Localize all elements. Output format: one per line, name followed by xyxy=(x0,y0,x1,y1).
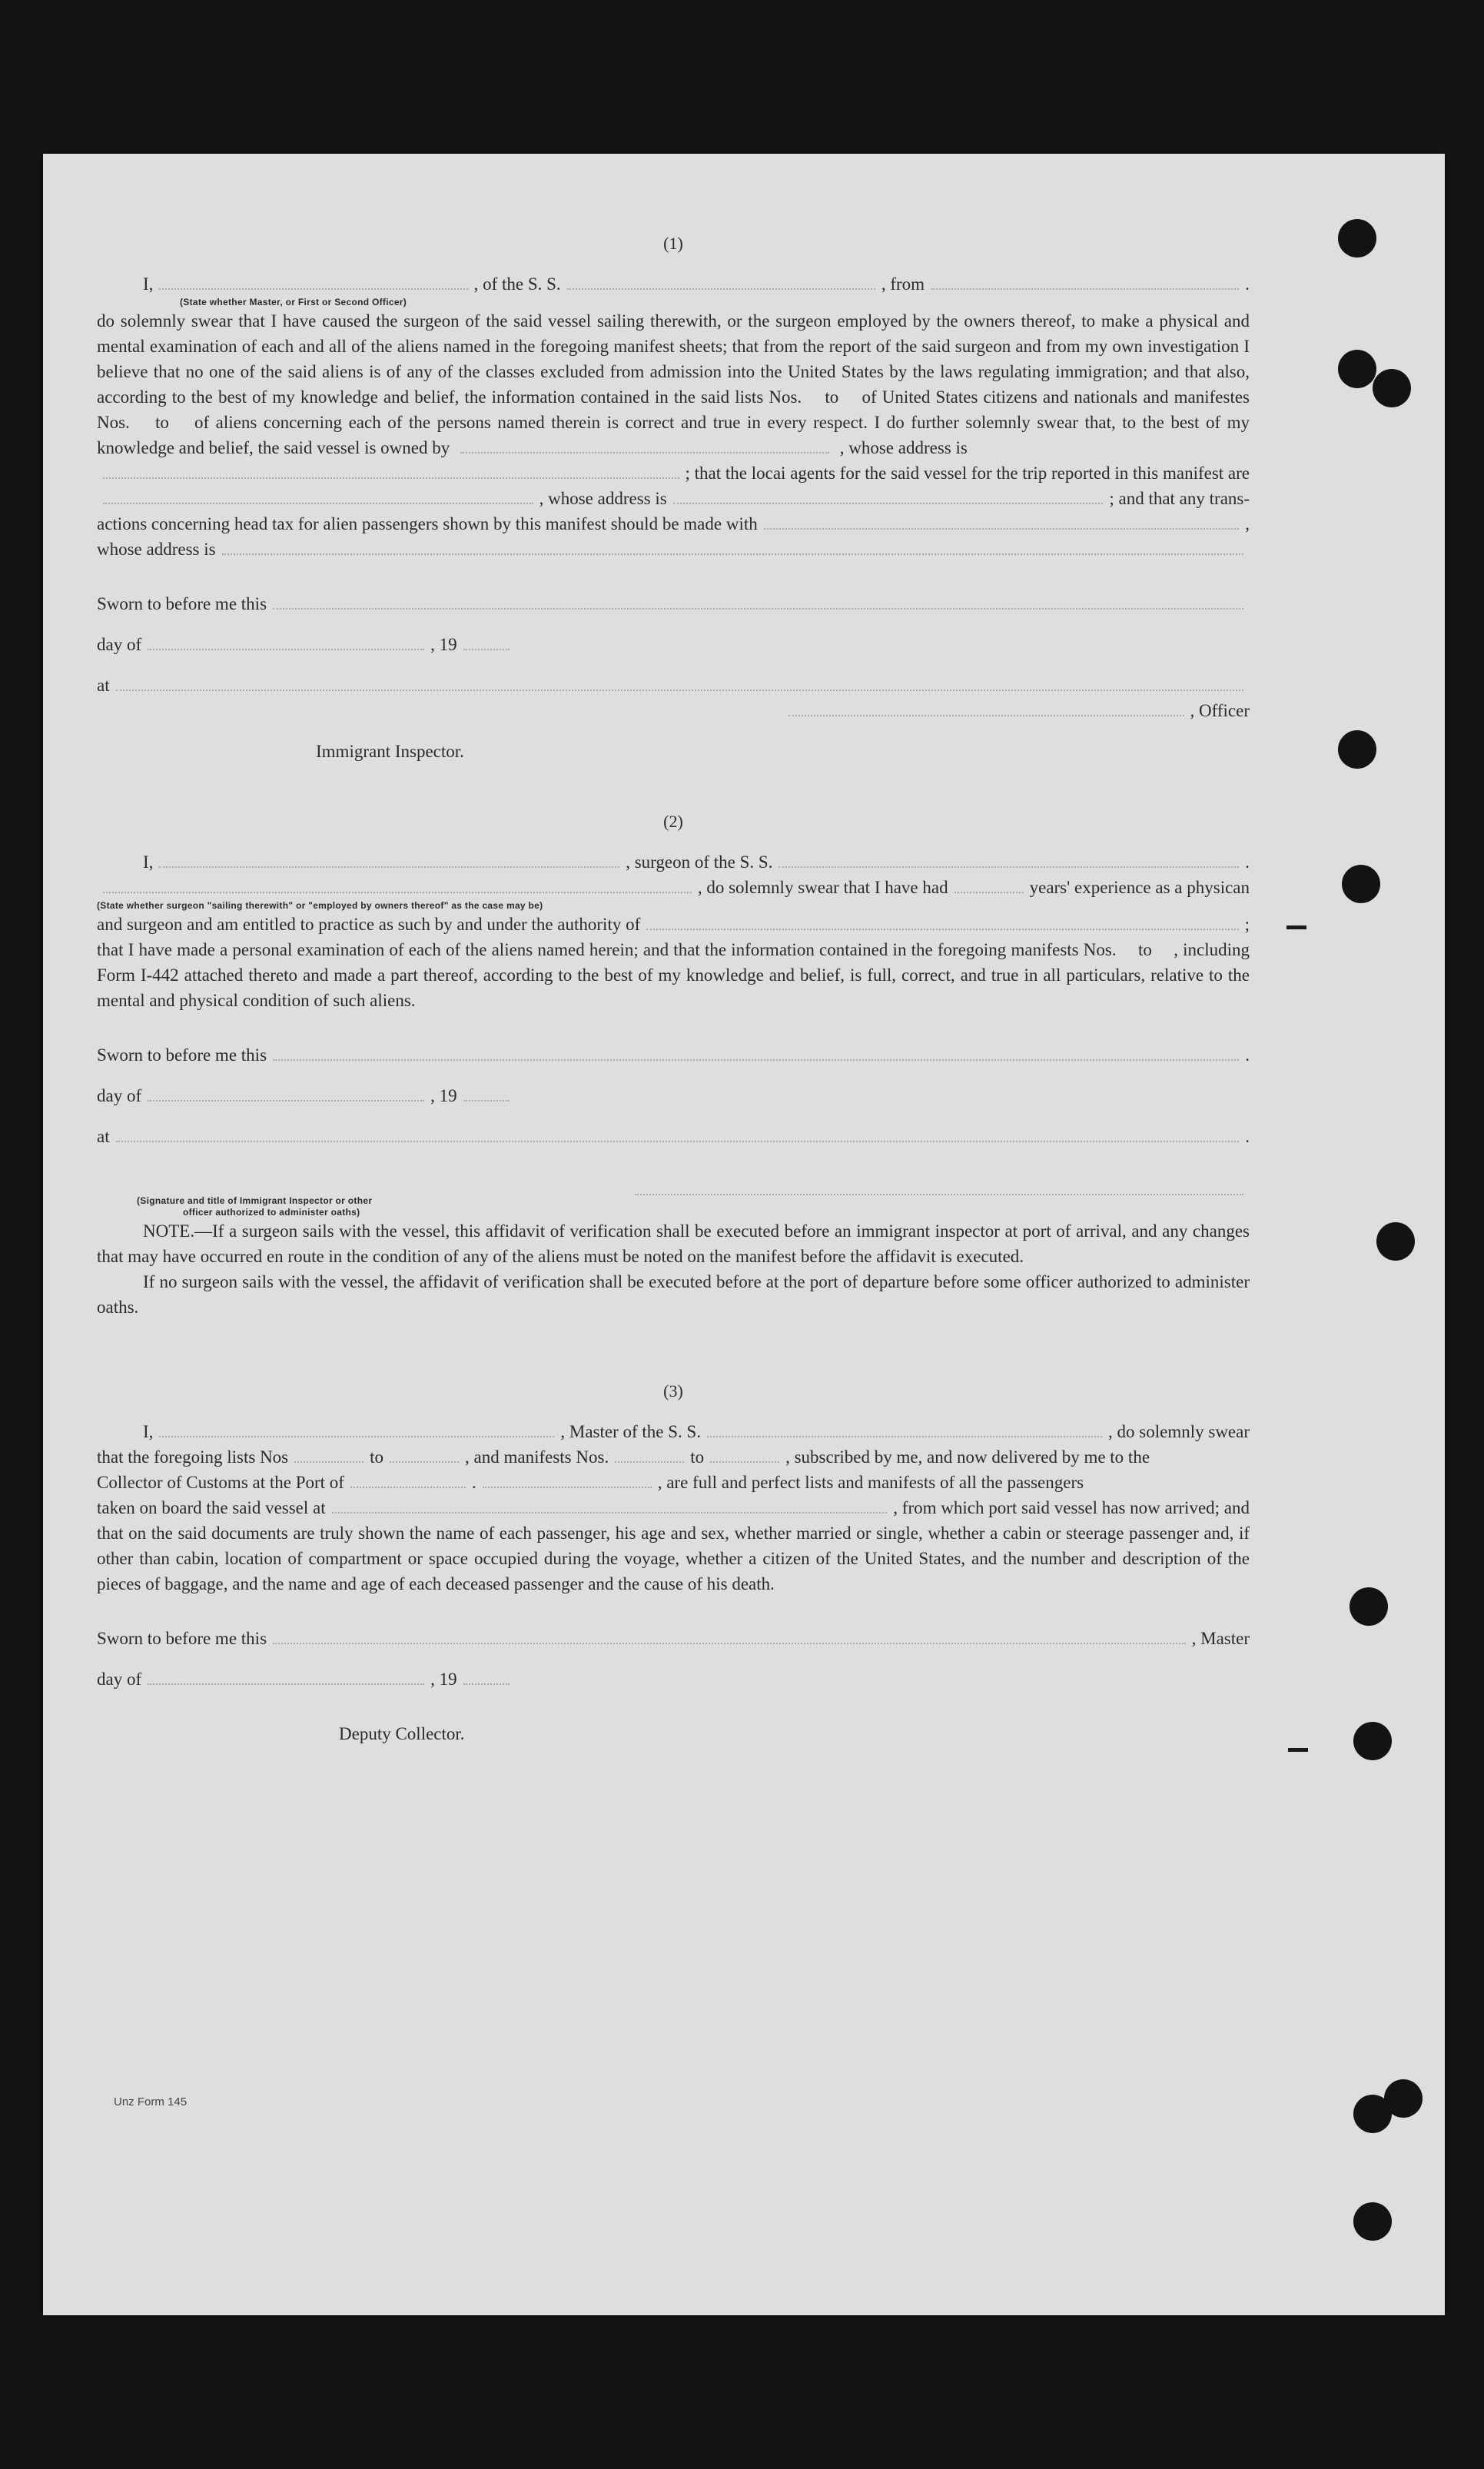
years-field[interactable] xyxy=(954,876,1024,893)
master-line xyxy=(97,271,1250,297)
oath-text: and surgeon and am entitled to practice as such by and under the authority of xyxy=(97,915,641,934)
punch-hole xyxy=(1350,1587,1388,1626)
day-of-label: day of xyxy=(97,635,142,654)
signature-hint: (Signature and title of Immigrant Inspector or other xyxy=(137,1195,373,1206)
agents-address-line xyxy=(97,486,1250,511)
at-label: at xyxy=(97,1127,110,1146)
year-field[interactable] xyxy=(463,633,510,650)
agents-address-field[interactable] xyxy=(673,487,1104,504)
year-label: , 19 xyxy=(430,635,457,654)
place-field[interactable] xyxy=(116,1125,1240,1142)
lists-line xyxy=(97,1444,1250,1470)
contact-address-line xyxy=(97,537,1250,562)
year-label: , 19 xyxy=(430,1086,457,1105)
ship-label: , of the S. S. xyxy=(473,274,561,294)
master-name-field[interactable] xyxy=(159,273,467,290)
to-word: to xyxy=(1137,940,1152,959)
oath-text: , whose address is xyxy=(839,438,968,457)
embark-port-field[interactable] xyxy=(332,1497,888,1514)
owner-address-field[interactable] xyxy=(103,462,679,479)
signature-hint: officer authorized to administer oaths) xyxy=(183,1207,360,1218)
lists-to-field[interactable] xyxy=(390,1446,459,1463)
officer-line xyxy=(97,698,1250,723)
to-word: to xyxy=(154,413,169,432)
ship-name-field[interactable] xyxy=(567,273,875,290)
oath-text: . xyxy=(471,1473,476,1492)
oath-text: ; that the locai agents for the said vessel for the trip reported in this manifest are xyxy=(685,464,1250,483)
date-line xyxy=(97,1666,1250,1692)
oath-text: actions concerning head tax for alien passengers shown by this manifest should be made with xyxy=(97,514,758,533)
year-field[interactable] xyxy=(463,1085,510,1102)
lists-from-field[interactable] xyxy=(294,1446,364,1463)
to-word: to xyxy=(825,387,839,407)
sworn-day-field[interactable] xyxy=(273,1044,1239,1061)
to-word: to xyxy=(690,1447,705,1467)
oath-text: that I have made a personal examination of each of the aliens named herein; and that the information contained in the foregoing manifests Nos. xyxy=(97,940,1117,959)
collector-line xyxy=(97,1470,1250,1495)
month-field[interactable] xyxy=(148,1085,424,1102)
surgeon-ship-label: , surgeon of the S. S. xyxy=(626,852,773,872)
head-tax-contact-field[interactable] xyxy=(764,513,1240,530)
line-end: . xyxy=(1245,1127,1250,1146)
section-number: (2) xyxy=(663,812,683,831)
surgeon-ship-field[interactable] xyxy=(779,851,1239,868)
contact-address-field[interactable] xyxy=(222,538,1243,555)
origin-port-field[interactable] xyxy=(931,273,1239,290)
punch-hole xyxy=(1338,350,1376,388)
surgeon-status-hint: (State whether surgeon "sailing therewith" or "employed by owners thereof" as the case may be) xyxy=(97,900,543,911)
pronoun-i: I, xyxy=(143,852,154,872)
at-label: at xyxy=(97,676,110,695)
owner-field[interactable] xyxy=(460,437,829,454)
master-name-field[interactable] xyxy=(159,1421,554,1437)
punch-hole xyxy=(1338,730,1376,769)
experience-line xyxy=(97,875,1250,900)
agents-field[interactable] xyxy=(103,487,533,504)
documents-paragraph: that on the said documents are truly shown the name of each passenger, his age and sex, whether married or single, whether a cabin or steerage passenger and, if other than cabin, location of compartment or space occupied during the voyage, whether a citizen of the United States, and the number and description of the pieces of baggage, and the name and age of each deceased passenger and the cause of his death. xyxy=(97,1524,1250,1593)
signature-line xyxy=(97,1178,1250,1195)
punch-hole xyxy=(1376,1222,1415,1261)
scan-mark xyxy=(1288,1748,1308,1752)
oath-text: do solemnly swear that I have caused the surgeon of the said vessel sailing therewith, or the surgeon employed by the owners thereof, to make a physical and mental examination of each and all of the aliens named in the foregoing manifest sheets; that from the report of the said surgeon and from my own investigation I believe that no one of the said aliens is of any of the classes excluded from admission into the United States by the laws regulating immigration; and that also, according to the best of my knowledge and belief, the information contained in the said lists Nos. xyxy=(97,311,1250,407)
oath-text: whose address is xyxy=(97,540,216,559)
pronoun-i: I, xyxy=(143,274,154,294)
master-ship-field[interactable] xyxy=(707,1421,1102,1437)
line-end: . xyxy=(1245,852,1250,872)
port-state-field[interactable] xyxy=(483,1471,652,1488)
sworn-day-field[interactable] xyxy=(273,593,1243,610)
sworn-day-field[interactable] xyxy=(273,1627,1186,1644)
sworn-line xyxy=(97,1042,1250,1068)
manifests-from-field[interactable] xyxy=(615,1446,684,1463)
note-paragraph: NOTE.—If a surgeon sails with the vessel, this affidavit of verification shall be executed before an immigrant inspector at port of arrival, and any changes that may have occurred en route in the condition of any of the aliens must be noted on the manifest before the affidavit is executed. xyxy=(97,1221,1250,1266)
oath-text: of United States citizens and nationals and manifestes Nos. xyxy=(97,387,1250,432)
sworn-label: Sworn to before me this xyxy=(97,594,267,613)
officer-rank-hint: (State whether Master, or First or Second Officer) xyxy=(180,297,407,307)
sworn-label: Sworn to before me this xyxy=(97,1629,267,1648)
examination-paragraph xyxy=(97,937,1250,1013)
surgeon-name-field[interactable] xyxy=(159,851,619,868)
sworn-line xyxy=(97,1626,1250,1651)
surgeon-line xyxy=(97,849,1250,875)
punch-hole xyxy=(1353,2202,1392,2241)
day-of-label: day of xyxy=(97,1086,142,1105)
scan-mark xyxy=(1286,925,1306,929)
surgeon-status-field[interactable] xyxy=(103,876,692,893)
punch-hole xyxy=(1384,2079,1423,2118)
officer-label: , Officer xyxy=(1190,701,1250,720)
oath-text: , and manifests Nos. xyxy=(465,1447,609,1467)
date-line xyxy=(97,632,1250,657)
line-end: . xyxy=(1245,1045,1250,1065)
punch-hole xyxy=(1338,219,1376,258)
inspector-signature-field[interactable] xyxy=(635,1178,1243,1195)
oath-text: that the foregoing lists Nos xyxy=(97,1447,289,1467)
punch-hole xyxy=(1353,1722,1392,1760)
place-line xyxy=(97,673,1250,698)
agents-line xyxy=(97,460,1250,486)
oath-text: , whose address is xyxy=(539,489,667,508)
master-label: , Master xyxy=(1191,1629,1250,1648)
month-field[interactable] xyxy=(148,633,424,650)
section-number: (1) xyxy=(663,234,683,253)
line-end: , xyxy=(1245,514,1250,533)
collector-label: Deputy Collector. xyxy=(339,1724,465,1743)
oath-text: taken on board the said vessel at xyxy=(97,1498,326,1517)
oath-text: , including Form I-442 attached thereto and made a part thereof, according to the best of my knowledge and belief, is full, correct, and true in all particulars, relative to the mental and physical condition of such aliens. xyxy=(97,940,1250,1010)
oath-text: Collector of Customs at the Port of xyxy=(97,1473,344,1492)
oath-text: , subscribed by me, and now delivered by me to the xyxy=(785,1447,1150,1467)
form-content xyxy=(97,231,1250,1746)
punch-hole xyxy=(1342,865,1380,903)
note-paragraph: If no surgeon sails with the vessel, the affidavit of verification shall be executed before at the port of departure before some officer authorized to administer oaths. xyxy=(97,1272,1250,1317)
form-identifier: Unz Form 145 xyxy=(114,2095,188,2108)
section-number: (3) xyxy=(663,1381,683,1401)
officer-signature-field[interactable] xyxy=(788,699,1184,716)
year-label: , 19 xyxy=(430,1670,457,1689)
oath-text: , are full and perfect lists and manifests of all the passengers xyxy=(657,1473,1084,1492)
embark-line xyxy=(97,1495,1250,1520)
sworn-label: Sworn to before me this xyxy=(97,1045,267,1065)
year-field[interactable] xyxy=(463,1668,510,1685)
port-field[interactable] xyxy=(350,1471,466,1488)
month-field[interactable] xyxy=(148,1668,424,1685)
inspector-label: Immigrant Inspector. xyxy=(316,742,464,761)
oath-text: , do solemnly swear xyxy=(1108,1422,1250,1441)
master-ship-label: , Master of the S. S. xyxy=(560,1422,702,1441)
sworn-line xyxy=(97,591,1250,616)
master-line xyxy=(97,1419,1250,1444)
line-end: ; xyxy=(1244,915,1250,934)
place-field[interactable] xyxy=(116,674,1243,691)
place-line xyxy=(97,1124,1250,1149)
authority-line xyxy=(97,912,1250,937)
line-end: . xyxy=(1245,274,1250,294)
date-line xyxy=(97,1083,1250,1108)
oath-text: years' experience as a physican xyxy=(1029,878,1250,897)
oath-paragraph xyxy=(97,308,1250,460)
oath-text: of aliens concerning each of the persons named therein is correct and true in every respect. I do further solemnly swear that, to the best of my knowledge and belief, the said vessel is owned by xyxy=(97,413,1250,457)
authority-field[interactable] xyxy=(646,913,1238,930)
oath-text: , from which port said vessel has now arrived; and xyxy=(893,1498,1250,1517)
head-tax-line xyxy=(97,511,1250,537)
punch-hole xyxy=(1373,369,1411,407)
pronoun-i: I, xyxy=(143,1422,154,1441)
manifests-to-field[interactable] xyxy=(710,1446,779,1463)
oath-text: , do solemnly swear that I have had xyxy=(697,878,948,897)
day-of-label: day of xyxy=(97,1670,142,1689)
oath-text: ; and that any trans- xyxy=(1109,489,1250,508)
from-label: , from xyxy=(881,274,925,294)
to-word: to xyxy=(370,1447,384,1467)
